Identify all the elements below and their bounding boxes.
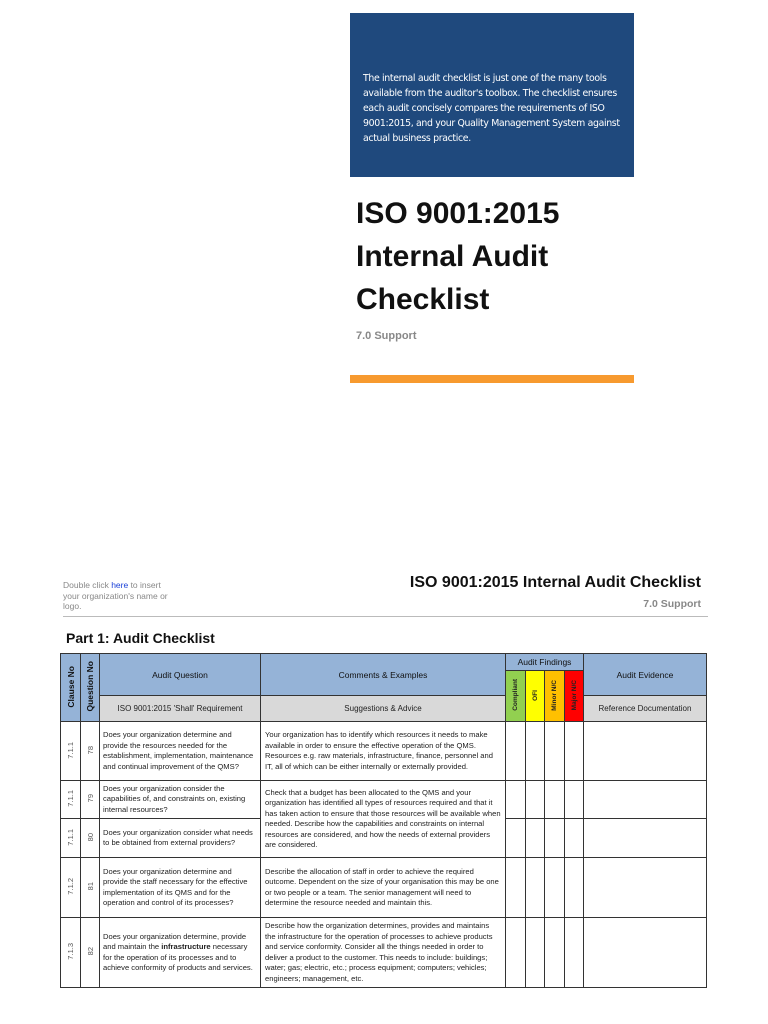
finding-minor-nc-header: Minor N/C — [545, 671, 565, 722]
audit-evidence-cell[interactable] — [584, 858, 707, 918]
question-text-pre: Does your organization determine, provide and maintain the — [103, 931, 247, 951]
audit-findings-header: Audit Findings — [506, 654, 584, 671]
comment-cell: Your organization has to identify which resources it needs to make available in order to ensure the effective operation of the QMS. Resources e.g. raw materials, infrastructure, finance, personnel and IT, all of which can be either internally or externally provided. — [261, 722, 506, 781]
finding-compliant-header: Compliant — [506, 671, 526, 722]
audit-evidence-cell[interactable] — [584, 722, 707, 781]
document-section: 7.0 Support — [643, 598, 701, 610]
audit-question-cell: Does your organization consider what needs to be obtained from external providers? — [100, 819, 261, 858]
question-no-cell: 80 — [81, 819, 100, 858]
accent-bar — [350, 375, 634, 383]
cover-title-line-3: Checklist — [356, 283, 490, 316]
finding-major-nc-cell[interactable] — [565, 819, 584, 858]
finding-ofi-cell[interactable] — [526, 819, 545, 858]
logo-insert-link[interactable]: here — [111, 580, 129, 590]
table-row — [61, 918, 707, 988]
logo-hint-pre: Double click — [63, 580, 112, 590]
finding-major-nc-cell[interactable] — [565, 858, 584, 918]
suggestions-subheader: Suggestions & Advice — [261, 696, 506, 722]
cover-title-line-1: ISO 9001:2015 — [356, 197, 560, 230]
document-title: ISO 9001:2015 Internal Audit Checklist — [409, 574, 701, 591]
audit-evidence-header: Audit Evidence — [584, 654, 707, 696]
cover-subtitle: 7.0 Support — [356, 330, 417, 342]
question-text-post: necessary for the operation of its processes and to achieve conformity of products and services. — [103, 942, 253, 972]
audit-checklist-table — [60, 653, 707, 988]
finding-compliant-cell[interactable] — [506, 781, 526, 819]
finding-compliant-cell[interactable] — [506, 722, 526, 781]
finding-major-nc-cell[interactable] — [565, 722, 584, 781]
finding-compliant-cell[interactable] — [506, 858, 526, 918]
intro-box — [350, 13, 634, 177]
clause-no-cell: 7.1.1 — [61, 819, 81, 858]
shall-requirement-subheader: ISO 9001:2015 'Shall' Requirement — [100, 696, 261, 722]
table-row — [61, 781, 707, 819]
logo-placeholder[interactable] — [63, 580, 173, 612]
audit-question-cell — [100, 918, 261, 988]
audit-question-cell: Does your organization consider the capabilities of, and constraints on, existing internal resources? — [100, 781, 261, 819]
table-row — [61, 722, 707, 781]
finding-minor-nc-cell[interactable] — [545, 819, 565, 858]
finding-ofi-header: OFI — [526, 671, 545, 722]
question-no-cell: 78 — [81, 722, 100, 781]
comment-cell: Describe the allocation of staff in order to achieve the required outcome. Dependent on the size of your organisation this may be one or two people or a team. The senior management will need to determine the resource needed and maintain this. — [261, 858, 506, 918]
finding-compliant-cell[interactable] — [506, 819, 526, 858]
finding-ofi-cell[interactable] — [526, 858, 545, 918]
audit-evidence-cell[interactable] — [584, 781, 707, 819]
audit-question-cell: Does your organization determine and provide the staff necessary for the effective implementation of its QMS and for the operation and control of its processes? — [100, 858, 261, 918]
question-no-cell: 81 — [81, 858, 100, 918]
finding-minor-nc-cell[interactable] — [545, 918, 565, 988]
clause-no-cell: 7.1.3 — [61, 918, 81, 988]
intro-text: The internal audit checklist is just one of the many tools available from the auditor's toolbox. The checklist ensures each audit concisely compares the requirements of ISO 9001:2015, and your Quality Management System against actual business practice. — [363, 73, 620, 144]
finding-major-nc-cell[interactable] — [565, 918, 584, 988]
comment-cell: Describe how the organization determines, provides and maintains the infrastructure for the operation of processes to achieve products and service conformity. Consider all the things needed in order to deliver a product to the customer. This needs to include: buildings; water; gas; electric, etc.; process equipment; computers; vehicles; engineers; management, etc. — [261, 918, 506, 988]
finding-major-nc-cell[interactable] — [565, 781, 584, 819]
audit-question-cell: Does your organization determine and provide the resources needed for the establishment, implementation, maintenance and continual improvement of the QMS? — [100, 722, 261, 781]
question-text-bold: infrastructure — [161, 942, 211, 951]
question-no-cell: 79 — [81, 781, 100, 819]
comments-header: Comments & Examples — [261, 654, 506, 696]
finding-major-nc-header: Major N/C — [565, 671, 584, 722]
audit-question-header: Audit Question — [100, 654, 261, 696]
audit-evidence-cell[interactable] — [584, 819, 707, 858]
clause-no-cell: 7.1.2 — [61, 858, 81, 918]
finding-minor-nc-cell[interactable] — [545, 858, 565, 918]
finding-ofi-cell[interactable] — [526, 722, 545, 781]
table-row — [61, 858, 707, 918]
audit-evidence-cell[interactable] — [584, 918, 707, 988]
logo-hint-post: to insert your organization's name or logo. — [63, 580, 168, 611]
clause-no-cell: 7.1.1 — [61, 722, 81, 781]
cover-title — [356, 192, 646, 321]
reference-docs-subheader: Reference Documentation — [584, 696, 707, 722]
question-no-header: Question No — [81, 654, 100, 722]
cover-title-line-2: Internal Audit — [356, 240, 549, 273]
comment-cell: Check that a budget has been allocated to the QMS and your organization has identified all types of resources required and that it has taken action to ensure that those resources will be available when needed. Describe how the capabilities and constraints on internal resources are considered, and how the needs of external providers are considered. — [261, 781, 506, 858]
header-divider — [63, 616, 708, 617]
finding-minor-nc-cell[interactable] — [545, 781, 565, 819]
question-no-cell: 82 — [81, 918, 100, 988]
finding-minor-nc-cell[interactable] — [545, 722, 565, 781]
clause-no-cell: 7.1.1 — [61, 781, 81, 819]
finding-compliant-cell[interactable] — [506, 918, 526, 988]
clause-no-header: Clause No — [61, 654, 81, 722]
finding-ofi-cell[interactable] — [526, 781, 545, 819]
part-title: Part 1: Audit Checklist — [66, 630, 215, 646]
finding-ofi-cell[interactable] — [526, 918, 545, 988]
